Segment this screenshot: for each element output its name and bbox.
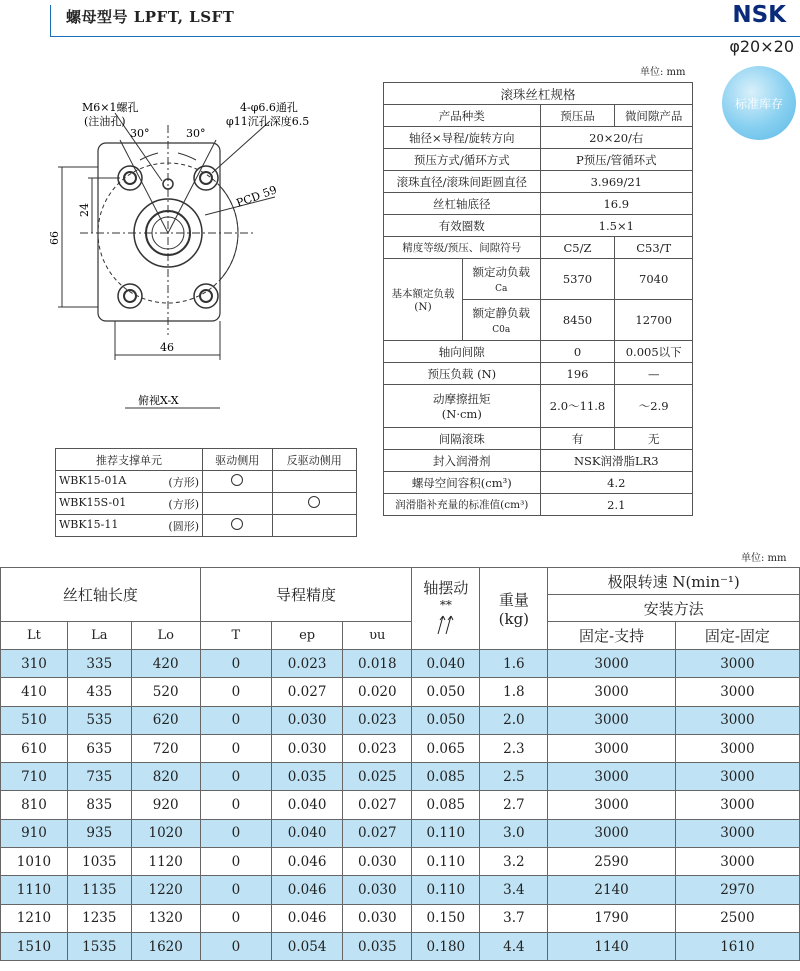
table-row: [1, 819, 800, 847]
table-cell: 3000: [675, 819, 799, 847]
table-cell: 1210: [1, 904, 68, 932]
table-cell: 1235: [67, 904, 131, 932]
page-title: 螺母型号 LPFT, LSFT: [66, 8, 235, 26]
table-cell: 0.020: [343, 678, 412, 706]
spec-title: 滚珠丝杠规格: [384, 83, 693, 105]
runout-arrows-icon: [435, 612, 457, 636]
table-cell: 935: [67, 819, 131, 847]
support-model: WBK15-01A: [59, 473, 127, 487]
spec-dyn-v1: 5370: [540, 259, 615, 300]
spec-grease-value: NSK润滑脂LR3: [540, 450, 692, 472]
spec-clearance-label: 轴向间隙: [384, 341, 541, 363]
table-cell: 4.4: [480, 932, 548, 960]
table-cell: 3000: [548, 791, 675, 819]
table-cell: 3.7: [480, 904, 548, 932]
table-cell: 1220: [131, 876, 200, 904]
table-cell: 2500: [675, 904, 799, 932]
table-cell: 1010: [1, 848, 68, 876]
table-cell: 0: [200, 650, 271, 678]
spec-ball-value: 3.969/21: [540, 171, 692, 193]
table-cell: 0.035: [271, 763, 342, 791]
spec-grease-std-value: 2.1: [540, 494, 692, 516]
spec-stat-label: 额定静负载: [472, 306, 531, 320]
table-cell: 3000: [548, 678, 675, 706]
label-dim-24: 24: [78, 203, 91, 217]
table-cell: 0.110: [412, 876, 480, 904]
spec-col2: 微间隙产品: [615, 105, 693, 127]
circle-mark-icon: [231, 518, 243, 530]
spec-product-label: 产品种类: [384, 105, 541, 127]
table-cell: 3000: [548, 650, 675, 678]
spec-preload-value: P预压/管循环式: [540, 149, 692, 171]
table-cell: 0: [200, 904, 271, 932]
table-cell: 3000: [675, 734, 799, 762]
spec-clearance-v2: 0.005以下: [615, 341, 693, 363]
table-cell: 835: [67, 791, 131, 819]
table-cell: 0.110: [412, 848, 480, 876]
table-cell: 720: [131, 734, 200, 762]
table-cell: 0.085: [412, 791, 480, 819]
support-model: WBK15S-01: [59, 495, 127, 509]
table-cell: 3000: [675, 678, 799, 706]
table-cell: 0: [200, 678, 271, 706]
support-model-cell: [56, 493, 203, 515]
table-cell: 410: [1, 678, 68, 706]
label-pcd: PCD 59: [234, 183, 279, 210]
table-cell: 0.023: [271, 650, 342, 678]
spec-accuracy-v2: C53/T: [615, 237, 693, 259]
table-cell: 0.027: [271, 678, 342, 706]
h-length: 丝杠轴长度: [1, 568, 201, 622]
support-h1: 推荐支撑单元: [56, 449, 203, 471]
header-rule: [50, 36, 800, 37]
table-row: [1, 650, 800, 678]
brand-logo: NSK: [732, 2, 786, 28]
table-cell: 0.027: [343, 819, 412, 847]
h-fixed-fixed: 固定-固定: [675, 622, 799, 650]
spec-spacer-label: 间隔滚珠: [384, 428, 541, 450]
table-cell: 0: [200, 932, 271, 960]
spec-dyn-sym: Ca: [495, 284, 508, 294]
stock-badge: [722, 66, 796, 140]
table-cell: 3000: [548, 763, 675, 791]
unit-label-bottom: 单位: mm: [741, 553, 787, 564]
table-cell: 1620: [131, 932, 200, 960]
main-table: [0, 567, 800, 961]
table-cell: 1135: [67, 876, 131, 904]
h-speed: 极限转速 N(min⁻¹): [548, 568, 800, 595]
spec-grease-std-label: 润滑脂补充量的标准值(cm³): [384, 494, 541, 516]
spec-stat-sym: C0a: [492, 325, 511, 335]
h-fixed-support: 固定-支持: [548, 622, 675, 650]
table-cell: 0.046: [271, 876, 342, 904]
spec-clearance-v1: 0: [540, 341, 615, 363]
spec-table: [383, 82, 693, 516]
table-cell: 3.2: [480, 848, 548, 876]
sym-lt: Lt: [1, 622, 68, 650]
h-weight-unit: (kg): [498, 610, 530, 628]
table-cell: 0.023: [343, 706, 412, 734]
spec-ball-label: 滚珠直径/滚珠间距圆直径: [384, 171, 541, 193]
table-cell: 1510: [1, 932, 68, 960]
spec-torque-v2: ～2.9: [615, 385, 693, 428]
label-dim-46: 46: [160, 341, 174, 354]
table-cell: 0.040: [271, 791, 342, 819]
h-mount: 安装方法: [548, 595, 800, 622]
label-oil: (注油孔): [84, 115, 126, 128]
spec-turns-value: 1.5×1: [540, 215, 692, 237]
support-shape: (方形): [168, 497, 199, 511]
table-cell: 0.046: [271, 848, 342, 876]
spec-torque-v1: 2.0～11.8: [540, 385, 615, 428]
nut-drawing: [40, 85, 340, 415]
h-weight: 重量: [498, 591, 529, 609]
table-cell: 1035: [67, 848, 131, 876]
spec-turns-label: 有效圈数: [384, 215, 541, 237]
spec-dyn-label-cell: [463, 259, 541, 300]
table-cell: 810: [1, 791, 68, 819]
spec-shaft-lead-value: 20×20/右: [540, 127, 692, 149]
table-cell: 535: [67, 706, 131, 734]
label-m6: M6×1螺孔: [82, 101, 139, 114]
table-row: [1, 706, 800, 734]
spec-dyn-label: 额定动负载: [472, 265, 531, 279]
table-row: [1, 932, 800, 960]
table-cell: 0.050: [412, 678, 480, 706]
table-cell: 0: [200, 819, 271, 847]
label-angle-right: 30°: [186, 127, 206, 140]
sym-ep: ep: [271, 622, 342, 650]
support-row: [56, 493, 357, 515]
spec-shaft-lead-label: 轴径×导程/旋转方向: [384, 127, 541, 149]
support-table: [55, 448, 357, 537]
sym-t: T: [200, 622, 271, 650]
table-cell: 0.035: [343, 932, 412, 960]
stock-badge-text: 标准库存: [734, 96, 783, 111]
table-cell: 0.040: [412, 650, 480, 678]
table-cell: 0.046: [271, 904, 342, 932]
table-cell: 3.4: [480, 876, 548, 904]
unit-label-top: 单位: mm: [640, 67, 686, 78]
table-cell: 1320: [131, 904, 200, 932]
table-cell: 0.150: [412, 904, 480, 932]
spec-accuracy-label: 精度等级/预压、间隙符号: [384, 237, 541, 259]
table-row: [1, 734, 800, 762]
support-model-cell: [56, 515, 203, 537]
header-accent-line: [50, 5, 51, 37]
support-h3: 反驱动侧用: [272, 449, 357, 471]
support-h2: 驱动侧用: [203, 449, 273, 471]
table-cell: 0.030: [343, 848, 412, 876]
table-cell: 2.0: [480, 706, 548, 734]
spec-preload-load-v2: —: [615, 363, 693, 385]
table-cell: 2590: [548, 848, 675, 876]
support-drive-cell: [203, 515, 273, 537]
table-cell: 0.065: [412, 734, 480, 762]
table-cell: 3.0: [480, 819, 548, 847]
spec-grease-label: 封入润滑剂: [384, 450, 541, 472]
table-cell: 0.180: [412, 932, 480, 960]
table-cell: 420: [131, 650, 200, 678]
table-cell: 1.8: [480, 678, 548, 706]
spec-torque-label-2: (N·cm): [441, 407, 482, 421]
table-cell: 2.5: [480, 763, 548, 791]
spec-basic-load-label-1: 基本额定负载: [391, 288, 455, 300]
table-cell: 1790: [548, 904, 675, 932]
support-row: [56, 471, 357, 493]
spec-basic-load-label-2: (N): [414, 301, 432, 313]
size-label: φ20×20: [729, 37, 794, 56]
table-cell: 820: [131, 763, 200, 791]
spec-stat-v2: 12700: [615, 300, 693, 341]
table-cell: 435: [67, 678, 131, 706]
table-cell: 2140: [548, 876, 675, 904]
sym-lo: Lo: [131, 622, 200, 650]
table-cell: 1110: [1, 876, 68, 904]
spec-preload-label: 预压方式/循环方式: [384, 149, 541, 171]
spec-dyn-v2: 7040: [615, 259, 693, 300]
h-runout-cell: [412, 568, 480, 650]
table-cell: 0.030: [343, 876, 412, 904]
table-row: [1, 876, 800, 904]
main-table-body: [1, 650, 800, 961]
table-cell: 0: [200, 791, 271, 819]
spec-spacer-v2: 无: [615, 428, 693, 450]
table-cell: 0.030: [343, 904, 412, 932]
support-shape: (圆形): [168, 519, 199, 533]
spec-col1: 预压品: [540, 105, 615, 127]
h-runout: 轴摆动: [423, 579, 469, 597]
spec-nut-space-label: 螺母空间容积(cm³): [384, 472, 541, 494]
table-cell: 3000: [675, 791, 799, 819]
spec-root-label: 丝杠轴底径: [384, 193, 541, 215]
table-cell: 3000: [675, 848, 799, 876]
table-row: [1, 763, 800, 791]
table-cell: 3000: [548, 819, 675, 847]
label-view: 俯视X-X: [138, 394, 179, 407]
table-cell: 0.110: [412, 819, 480, 847]
table-cell: 1020: [131, 819, 200, 847]
table-cell: 2.3: [480, 734, 548, 762]
table-cell: 0.054: [271, 932, 342, 960]
table-cell: 1.6: [480, 650, 548, 678]
table-cell: 0: [200, 734, 271, 762]
table-cell: 1610: [675, 932, 799, 960]
table-cell: 510: [1, 706, 68, 734]
circle-mark-icon: [308, 496, 320, 508]
table-row: [1, 904, 800, 932]
table-cell: 1535: [67, 932, 131, 960]
label-dim-66: 66: [48, 231, 61, 245]
table-cell: 635: [67, 734, 131, 762]
sym-la: La: [67, 622, 131, 650]
table-row: [1, 791, 800, 819]
table-cell: 735: [67, 763, 131, 791]
table-cell: 0.050: [412, 706, 480, 734]
label-counterbore: φ11沉孔深度6.5: [226, 115, 310, 128]
label-angle-left: 30°: [130, 127, 150, 140]
table-cell: 620: [131, 706, 200, 734]
spec-basic-load-label: [384, 259, 463, 341]
table-cell: 3000: [675, 706, 799, 734]
spec-torque-label-cell: [384, 385, 541, 428]
circle-mark-icon: [231, 474, 243, 486]
table-cell: 0.027: [343, 791, 412, 819]
table-cell: 0.023: [343, 734, 412, 762]
table-cell: 0: [200, 763, 271, 791]
table-cell: 0.025: [343, 763, 412, 791]
table-row: [1, 678, 800, 706]
support-anti-cell: [272, 471, 357, 493]
table-cell: 0.040: [271, 819, 342, 847]
table-cell: 3000: [548, 706, 675, 734]
table-cell: 0.030: [271, 734, 342, 762]
support-anti-cell: [272, 515, 357, 537]
table-cell: 1140: [548, 932, 675, 960]
table-cell: 310: [1, 650, 68, 678]
table-cell: 1120: [131, 848, 200, 876]
table-cell: 3000: [675, 763, 799, 791]
spec-preload-load-v1: 196: [540, 363, 615, 385]
spec-torque-label-1: 动摩擦扭矩: [433, 392, 491, 406]
table-cell: 0: [200, 848, 271, 876]
table-cell: 335: [67, 650, 131, 678]
spec-root-value: 16.9: [540, 193, 692, 215]
table-cell: 0: [200, 876, 271, 904]
spec-nut-space-value: 4.2: [540, 472, 692, 494]
support-model-cell: [56, 471, 203, 493]
label-holes: 4-φ6.6通孔: [240, 101, 298, 114]
table-cell: 920: [131, 791, 200, 819]
support-anti-cell: [272, 493, 357, 515]
table-cell: 520: [131, 678, 200, 706]
h-lead: 导程精度: [200, 568, 412, 622]
table-cell: 3000: [675, 650, 799, 678]
h-weight-cell: [480, 568, 548, 650]
table-cell: 0.030: [271, 706, 342, 734]
support-model: WBK15-11: [59, 517, 119, 531]
table-cell: 610: [1, 734, 68, 762]
table-cell: 2.7: [480, 791, 548, 819]
support-row: [56, 515, 357, 537]
support-drive-cell: [203, 471, 273, 493]
table-cell: 3000: [548, 734, 675, 762]
table-cell: 0.085: [412, 763, 480, 791]
leader-holes: [212, 121, 270, 173]
table-cell: 2970: [675, 876, 799, 904]
spec-stat-label-cell: [463, 300, 541, 341]
table-cell: 0.018: [343, 650, 412, 678]
table-cell: 710: [1, 763, 68, 791]
h-runout-mark: **: [439, 598, 452, 612]
table-cell: 0: [200, 706, 271, 734]
support-drive-cell: [203, 493, 273, 515]
spec-stat-v1: 8450: [540, 300, 615, 341]
sym-vu: υu: [343, 622, 412, 650]
table-cell: 910: [1, 819, 68, 847]
table-row: [1, 848, 800, 876]
spec-accuracy-v1: C5/Z: [540, 237, 615, 259]
support-shape: (方形): [168, 475, 199, 489]
spec-preload-load-label: 预压负载 (N): [384, 363, 541, 385]
spec-spacer-v1: 有: [540, 428, 615, 450]
